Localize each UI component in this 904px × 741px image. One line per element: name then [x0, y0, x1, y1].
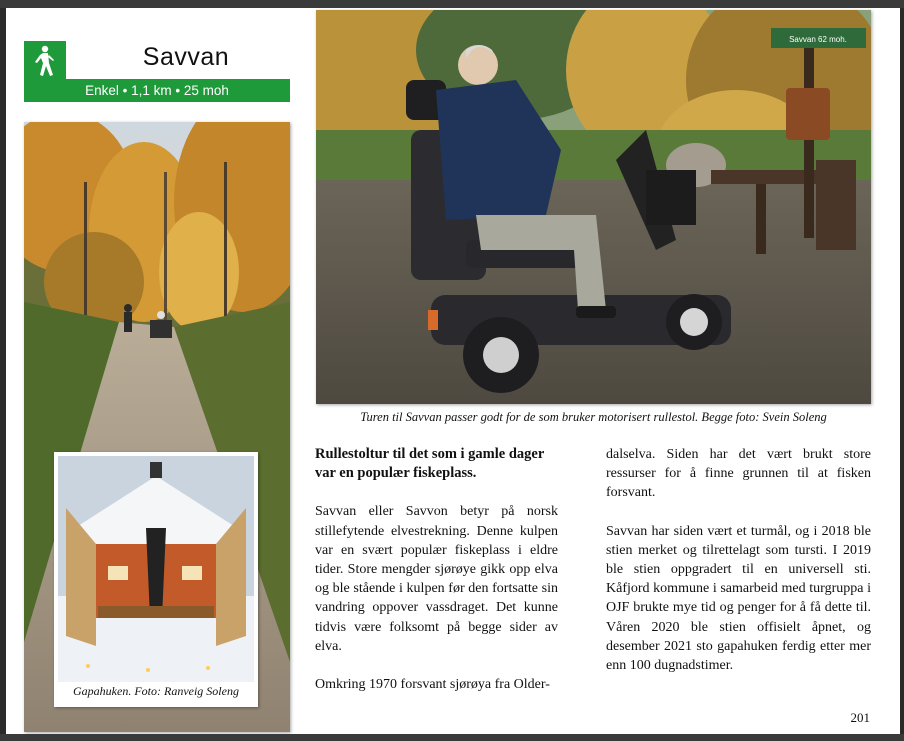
page-title: Savvan: [142, 43, 230, 71]
paragraph: Savvan eller Savvon betyr på norsk stillefytende elvestrekning. Denne kulpen var en svært populær fiskeplass i eldre tider. Store mengder sjørøye gikk opp elva og ble stående i kulpen før den fortsatte sin vandring oppover vassdraget. Det kunne tidvis være folksomt på begge sider av elva.: [315, 504, 558, 654]
article-heading: Rullestoltur til det som i gamle dager var en populær fiskeplass.: [315, 446, 545, 482]
trail-photo: [24, 122, 290, 732]
photo-caption: Turen til Savvan passer godt for de som bruker motorisert rullestol. Begge foto: Svein Soleng: [360, 410, 827, 424]
trail-sign-text: Savvan 62 moh.: [789, 35, 847, 44]
hiker-icon: [24, 41, 66, 81]
page-number: 201: [850, 710, 870, 725]
text-column-right: [606, 445, 871, 675]
paragraph: Omkring 1970 forsvant sjørøya fra Older-: [315, 677, 550, 693]
paragraph: dalselva. Siden har det vært brukt store ressurser for å finne grunnen til at fisken forsvant.: [606, 447, 871, 501]
window-top-bar: [0, 0, 904, 8]
inset-caption: Gapahuken. Foto: Ranveig Soleng: [73, 684, 239, 698]
trail-info-bar: Enkel • 1,1 km • 25 moh: [24, 79, 290, 102]
shelter-inset: [54, 452, 258, 707]
shelter-photo: [58, 456, 254, 682]
window-bottom-bar: [0, 734, 904, 741]
book-page: [6, 8, 900, 734]
scooter-photo: [316, 10, 871, 404]
paragraph: Savvan har siden vært et turmål, og i 2018 ble stien merket og tilrettelagt som tursti. I 2019 ble stien oppgradert til en universell sti. Kåfjord kommune i samarbeid med turgruppa i OJF brukte mye tid og penger for å få dette til. Våren 2020 ble stien offisielt åpnet, og desember 2021 sto gapahuken ferdig etter mer enn 100 dugnadstimer.: [606, 523, 871, 674]
text-column-left: [315, 445, 558, 694]
